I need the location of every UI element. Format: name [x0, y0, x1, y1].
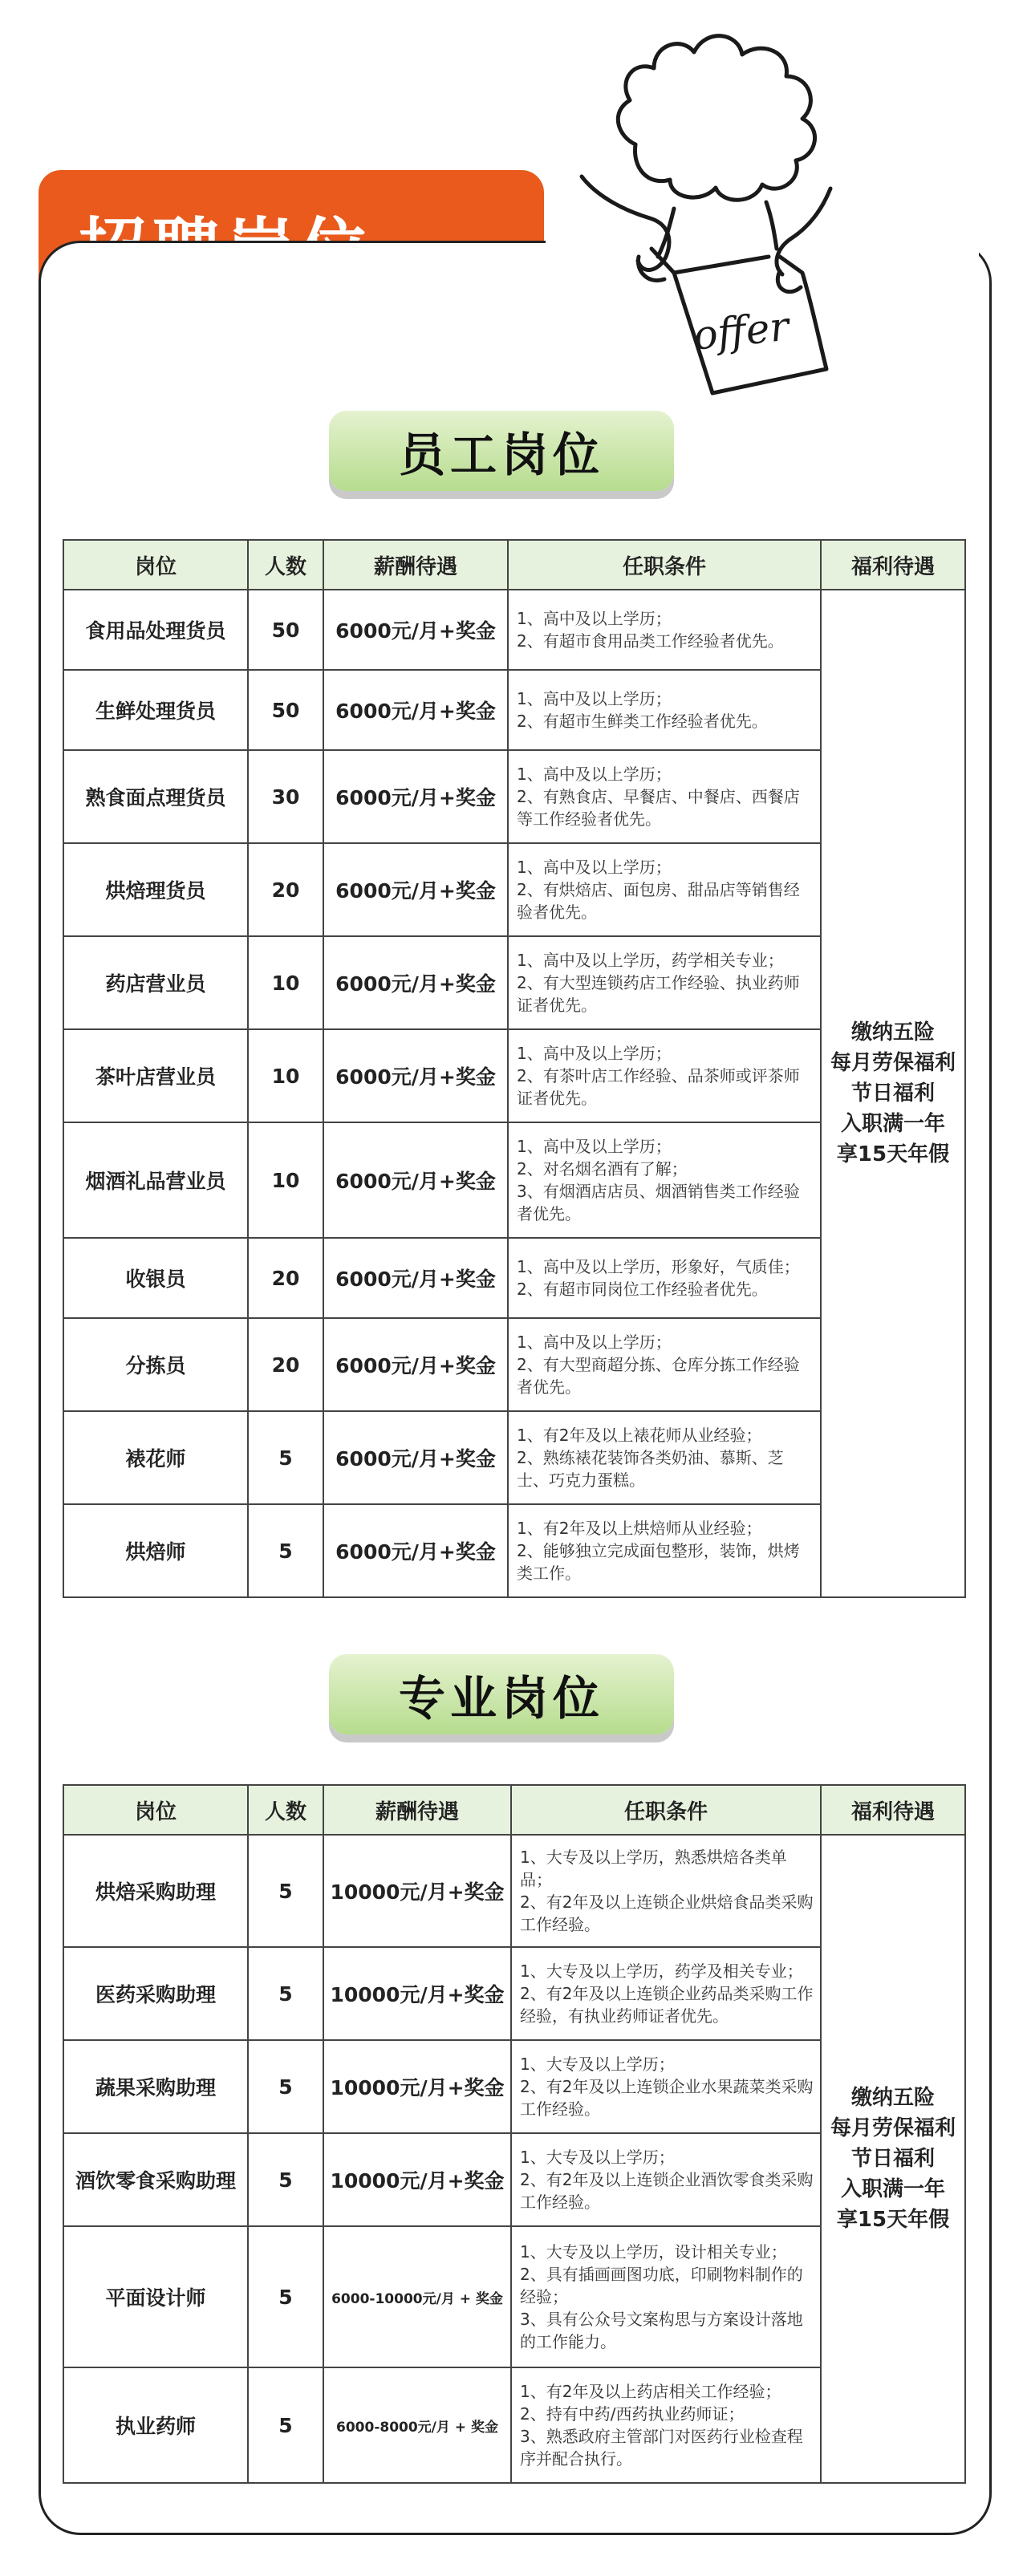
- benefits-cell: 缴纳五险 每月劳保福利 节日福利 入职满一年 享15天年假: [821, 590, 965, 1597]
- salary-cell: 6000元/月+奖金: [323, 1122, 508, 1238]
- position-cell: 收银员: [63, 1238, 248, 1318]
- position-cell: 执业药师: [63, 2367, 248, 2483]
- position-cell: 药店营业员: [63, 936, 248, 1029]
- position-cell: 医药采购助理: [63, 1947, 248, 2040]
- requirements-cell: 1、大专及以上学历； 2、有2年及以上连锁企业水果蔬菜类采购工作经验。: [511, 2040, 821, 2133]
- svg-text:offer: offer: [691, 302, 791, 359]
- count-cell: 5: [248, 2226, 323, 2367]
- position-cell: 酒饮零食采购助理: [63, 2133, 248, 2226]
- count-cell: 50: [248, 590, 323, 670]
- requirements-cell: 1、有2年及以上裱花师从业经验； 2、熟练裱花装饰各类奶油、慕斯、芝士、巧克力蛋糕。: [508, 1411, 821, 1504]
- col-salary: 薪酬待遇: [323, 540, 508, 590]
- col-position: 岗位: [63, 1785, 248, 1835]
- section-title-pro: 专业岗位: [329, 1654, 674, 1734]
- table-row: [63, 1835, 965, 1947]
- requirements-cell: 1、高中及以上学历； 2、有大型商超分拣、仓库分拣工作经验者优先。: [508, 1318, 821, 1411]
- salary-cell: 6000元/月+奖金: [323, 843, 508, 936]
- requirements-cell: 1、高中及以上学历； 2、有熟食店、早餐店、中餐店、西餐店等工作经验者优先。: [508, 750, 821, 843]
- position-cell: 分拣员: [63, 1318, 248, 1411]
- section-title-staff: 员工岗位: [329, 411, 674, 491]
- position-cell: 熟食面点理货员: [63, 750, 248, 843]
- count-cell: 5: [248, 2040, 323, 2133]
- col-position: 岗位: [63, 540, 248, 590]
- salary-cell: 6000元/月+奖金: [323, 936, 508, 1029]
- requirements-cell: 1、有2年及以上药店相关工作经验； 2、持有中药/西药执业药师证； 3、熟悉政府主管部门对医药行业检查程序并配合执行。: [511, 2367, 821, 2483]
- salary-cell: 6000元/月+奖金: [323, 1238, 508, 1318]
- col-count: 人数: [248, 540, 323, 590]
- requirements-cell: 1、大专及以上学历，药学及相关专业； 2、有2年及以上连锁企业药品类采购工作经验，有执业药师证者优先。: [511, 1947, 821, 2040]
- benefits-cell: 缴纳五险 每月劳保福利 节日福利 入职满一年 享15天年假: [821, 1835, 965, 2483]
- salary-cell: 6000元/月+奖金: [323, 1318, 508, 1411]
- col-salary: 薪酬待遇: [323, 1785, 511, 1835]
- requirements-cell: 1、大专及以上学历，设计相关专业； 2、具有插画画图功底，印刷物料制作的经验； 3、具有公众号文案构思与方案设计落地的工作能力。: [511, 2226, 821, 2367]
- requirements-cell: 1、大专及以上学历，熟悉烘焙各类单品； 2、有2年及以上连锁企业烘焙食品类采购工作经验。: [511, 1835, 821, 1947]
- count-cell: 10: [248, 1122, 323, 1238]
- salary-cell: 6000元/月+奖金: [323, 1411, 508, 1504]
- position-cell: 平面设计师: [63, 2226, 248, 2367]
- table-header-row: [63, 1785, 965, 1835]
- salary-cell: 6000元/月+奖金: [323, 1029, 508, 1122]
- col-requirements: 任职条件: [508, 540, 821, 590]
- requirements-cell: 1、高中及以上学历； 2、有超市食用品类工作经验者优先。: [508, 590, 821, 670]
- requirements-cell: 1、高中及以上学历； 2、有烘焙店、面包房、甜品店等销售经验者优先。: [508, 843, 821, 936]
- salary-cell: 6000元/月+奖金: [323, 670, 508, 750]
- col-benefits: 福利待遇: [821, 540, 965, 590]
- position-cell: 烘焙采购助理: [63, 1835, 248, 1947]
- salary-cell: 10000元/月+奖金: [323, 2133, 511, 2226]
- pro-jobs-table: [63, 1784, 966, 2484]
- salary-cell: 6000元/月+奖金: [323, 750, 508, 843]
- requirements-cell: 1、高中及以上学历； 2、有超市生鲜类工作经验者优先。: [508, 670, 821, 750]
- col-requirements: 任职条件: [511, 1785, 821, 1835]
- count-cell: 5: [248, 1504, 323, 1597]
- position-cell: 生鲜处理货员: [63, 670, 248, 750]
- count-cell: 20: [248, 1318, 323, 1411]
- position-cell: 烘焙师: [63, 1504, 248, 1597]
- position-cell: 烟酒礼品营业员: [63, 1122, 248, 1238]
- offer-mascot-icon: [562, 16, 859, 433]
- count-cell: 10: [248, 1029, 323, 1122]
- salary-cell: 10000元/月+奖金: [323, 1947, 511, 2040]
- count-cell: 10: [248, 936, 323, 1029]
- requirements-cell: 1、高中及以上学历，形象好，气质佳； 2、有超市同岗位工作经验者优先。: [508, 1238, 821, 1318]
- count-cell: 5: [248, 1835, 323, 1947]
- count-cell: 20: [248, 1238, 323, 1318]
- requirements-cell: 1、有2年及以上烘焙师从业经验； 2、能够独立完成面包整形，装饰，烘烤类工作。: [508, 1504, 821, 1597]
- requirements-cell: 1、大专及以上学历； 2、有2年及以上连锁企业酒饮零食类采购工作经验。: [511, 2133, 821, 2226]
- col-benefits: 福利待遇: [821, 1785, 965, 1835]
- count-cell: 30: [248, 750, 323, 843]
- table-row: [63, 590, 965, 670]
- salary-cell: 10000元/月+奖金: [323, 2040, 511, 2133]
- salary-cell: 6000-10000元/月 + 奖金: [323, 2226, 511, 2367]
- salary-cell: 6000元/月+奖金: [323, 590, 508, 670]
- salary-cell: 6000元/月+奖金: [323, 1504, 508, 1597]
- count-cell: 5: [248, 2133, 323, 2226]
- salary-cell: 10000元/月+奖金: [323, 1835, 511, 1947]
- requirements-cell: 1、高中及以上学历； 2、有茶叶店工作经验、品茶师或评茶师证者优先。: [508, 1029, 821, 1122]
- count-cell: 5: [248, 1411, 323, 1504]
- table-header-row: [63, 540, 965, 590]
- salary-cell: 6000-8000元/月 + 奖金: [323, 2367, 511, 2483]
- position-cell: 茶叶店营业员: [63, 1029, 248, 1122]
- position-cell: 食用品处理货员: [63, 590, 248, 670]
- position-cell: 蔬果采购助理: [63, 2040, 248, 2133]
- col-count: 人数: [248, 1785, 323, 1835]
- requirements-cell: 1、高中及以上学历，药学相关专业； 2、有大型连锁药店工作经验、执业药师证者优先。: [508, 936, 821, 1029]
- count-cell: 20: [248, 843, 323, 936]
- position-cell: 裱花师: [63, 1411, 248, 1504]
- requirements-cell: 1、高中及以上学历； 2、对名烟名酒有了解； 3、有烟酒店店员、烟酒销售类工作经验者优先。: [508, 1122, 821, 1238]
- count-cell: 5: [248, 1947, 323, 2040]
- count-cell: 5: [248, 2367, 323, 2483]
- count-cell: 50: [248, 670, 323, 750]
- staff-jobs-table: [63, 539, 966, 1598]
- position-cell: 烘焙理货员: [63, 843, 248, 936]
